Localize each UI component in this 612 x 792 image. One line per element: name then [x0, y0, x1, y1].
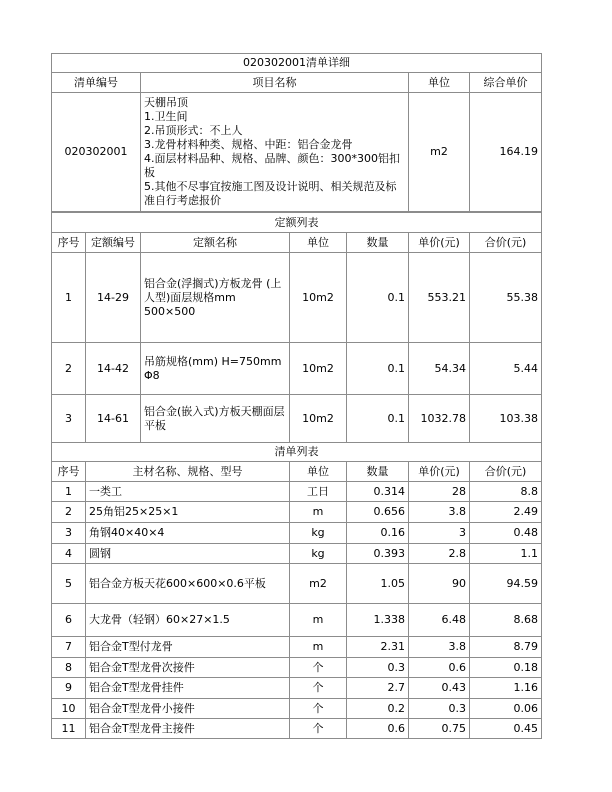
material-name: 角钢40×40×4 [86, 523, 290, 544]
material-no: 5 [52, 564, 86, 604]
materials-header-no: 序号 [52, 462, 86, 482]
material-unit: m [290, 604, 347, 637]
material-qty: 0.656 [347, 502, 409, 523]
material-total: 8.79 [470, 637, 542, 658]
material-unit: 个 [290, 719, 347, 739]
material-qty: 0.314 [347, 482, 409, 502]
material-name: 铝合金T型龙骨小接件 [86, 699, 290, 719]
bill-title: 020302001清单详细 [52, 54, 542, 73]
materials-table [51, 442, 542, 739]
materials-row [52, 523, 542, 544]
material-price: 90 [409, 564, 470, 604]
quota-name: 铝合金(嵌入式)方板天棚面层 平板 [141, 395, 290, 443]
materials-header-price: 单价(元) [409, 462, 470, 482]
quota-price: 1032.78 [409, 395, 470, 443]
quota-code: 14-61 [86, 395, 141, 443]
quota-header-code: 定额编号 [86, 233, 141, 253]
material-total: 1.16 [470, 678, 542, 699]
quota-no: 3 [52, 395, 86, 443]
material-no: 6 [52, 604, 86, 637]
material-unit: m [290, 502, 347, 523]
material-price: 3.8 [409, 637, 470, 658]
material-qty: 0.3 [347, 658, 409, 678]
quota-header-total: 合价(元) [470, 233, 542, 253]
material-price: 3.8 [409, 502, 470, 523]
quota-row [52, 253, 542, 343]
quota-code: 14-29 [86, 253, 141, 343]
material-total: 2.49 [470, 502, 542, 523]
material-name: 铝合金T型付龙骨 [86, 637, 290, 658]
quota-unit: 10m2 [290, 253, 347, 343]
quota-header-unit: 单位 [290, 233, 347, 253]
materials-row [52, 604, 542, 637]
header-unit: 单位 [409, 73, 470, 93]
material-no: 1 [52, 482, 86, 502]
desc-line: 5.其他不尽事宜按施工图及设计说明、相关规范及标准自行考虑报价 [144, 180, 397, 207]
material-no: 3 [52, 523, 86, 544]
quota-name: 铝合金(浮搁式)方板龙骨 (上人型)面层规格mm 500×500 [141, 253, 290, 343]
material-total: 0.48 [470, 523, 542, 544]
materials-row [52, 637, 542, 658]
material-qty: 2.31 [347, 637, 409, 658]
bill-detail-table [51, 53, 542, 212]
quota-no: 2 [52, 343, 86, 395]
material-qty: 0.2 [347, 699, 409, 719]
materials-row [52, 564, 542, 604]
quota-header-name: 定额名称 [141, 233, 290, 253]
materials-row [52, 699, 542, 719]
material-unit: kg [290, 544, 347, 564]
material-no: 7 [52, 637, 86, 658]
quota-qty: 0.1 [347, 253, 409, 343]
material-name: 铝合金T型龙骨主接件 [86, 719, 290, 739]
materials-header-unit: 单位 [290, 462, 347, 482]
material-price: 0.75 [409, 719, 470, 739]
material-no: 8 [52, 658, 86, 678]
quota-row [52, 395, 542, 443]
material-price: 0.3 [409, 699, 470, 719]
quota-unit: 10m2 [290, 343, 347, 395]
materials-row [52, 719, 542, 739]
material-name: 铝合金方板天花600×600×0.6平板 [86, 564, 290, 604]
material-total: 94.59 [470, 564, 542, 604]
material-total: 8.8 [470, 482, 542, 502]
bill-price: 164.19 [470, 93, 542, 212]
quota-unit: 10m2 [290, 395, 347, 443]
material-price: 3 [409, 523, 470, 544]
material-price: 28 [409, 482, 470, 502]
material-name: 25角铝25×25×1 [86, 502, 290, 523]
material-name: 一类工 [86, 482, 290, 502]
quota-total: 5.44 [470, 343, 542, 395]
material-unit: 工日 [290, 482, 347, 502]
material-unit: 个 [290, 658, 347, 678]
quota-qty: 0.1 [347, 395, 409, 443]
bill-code: 020302001 [52, 93, 141, 212]
materials-row [52, 678, 542, 699]
quota-title: 定额列表 [52, 213, 542, 233]
desc-line: 3.龙骨材料种类、规格、中距：铝合金龙骨 [144, 138, 353, 151]
quota-code: 14-42 [86, 343, 141, 395]
quota-total: 55.38 [470, 253, 542, 343]
header-bill-code: 清单编号 [52, 73, 141, 93]
desc-line: 1.卫生间 [144, 110, 188, 123]
material-unit: m2 [290, 564, 347, 604]
desc-line: 天棚吊顶 [144, 96, 188, 109]
material-name: 铝合金T型龙骨次接件 [86, 658, 290, 678]
material-no: 11 [52, 719, 86, 739]
material-price: 6.48 [409, 604, 470, 637]
materials-row [52, 482, 542, 502]
material-total: 0.18 [470, 658, 542, 678]
material-price: 0.43 [409, 678, 470, 699]
material-unit: 个 [290, 699, 347, 719]
material-unit: kg [290, 523, 347, 544]
quota-price: 54.34 [409, 343, 470, 395]
bill-unit: m2 [409, 93, 470, 212]
quota-header-qty: 数量 [347, 233, 409, 253]
material-unit: m [290, 637, 347, 658]
materials-header-name: 主材名称、规格、型号 [86, 462, 290, 482]
quota-table [51, 212, 542, 443]
material-no: 2 [52, 502, 86, 523]
material-qty: 1.05 [347, 564, 409, 604]
quota-qty: 0.1 [347, 343, 409, 395]
material-price: 0.6 [409, 658, 470, 678]
materials-row [52, 502, 542, 523]
materials-header-qty: 数量 [347, 462, 409, 482]
material-total: 0.06 [470, 699, 542, 719]
material-total: 1.1 [470, 544, 542, 564]
material-no: 4 [52, 544, 86, 564]
materials-header-total: 合价(元) [470, 462, 542, 482]
material-no: 10 [52, 699, 86, 719]
material-qty: 0.6 [347, 719, 409, 739]
material-total: 8.68 [470, 604, 542, 637]
material-price: 2.8 [409, 544, 470, 564]
quota-no: 1 [52, 253, 86, 343]
quota-name: 吊筋规格(mm) H=750mm Φ8 [141, 343, 290, 395]
desc-line: 2.吊顶形式：不上人 [144, 124, 243, 137]
material-name: 铝合金T型龙骨挂件 [86, 678, 290, 699]
material-total: 0.45 [470, 719, 542, 739]
material-unit: 个 [290, 678, 347, 699]
material-qty: 0.393 [347, 544, 409, 564]
quota-header-price: 单价(元) [409, 233, 470, 253]
quota-total: 103.38 [470, 395, 542, 443]
material-qty: 1.338 [347, 604, 409, 637]
quota-header-no: 序号 [52, 233, 86, 253]
desc-line: 4.面层材料品种、规格、品牌、颜色：300*300铝扣板 [144, 152, 400, 179]
quota-row [52, 343, 542, 395]
material-name: 大龙骨（轻钢）60×27×1.5 [86, 604, 290, 637]
header-unit-price: 综合单价 [470, 73, 542, 93]
item-description [141, 93, 409, 212]
quota-price: 553.21 [409, 253, 470, 343]
materials-row [52, 544, 542, 564]
header-item-name: 项目名称 [141, 73, 409, 93]
material-name: 圆钢 [86, 544, 290, 564]
materials-title: 清单列表 [52, 443, 542, 462]
materials-row [52, 658, 542, 678]
material-qty: 2.7 [347, 678, 409, 699]
material-qty: 0.16 [347, 523, 409, 544]
material-no: 9 [52, 678, 86, 699]
